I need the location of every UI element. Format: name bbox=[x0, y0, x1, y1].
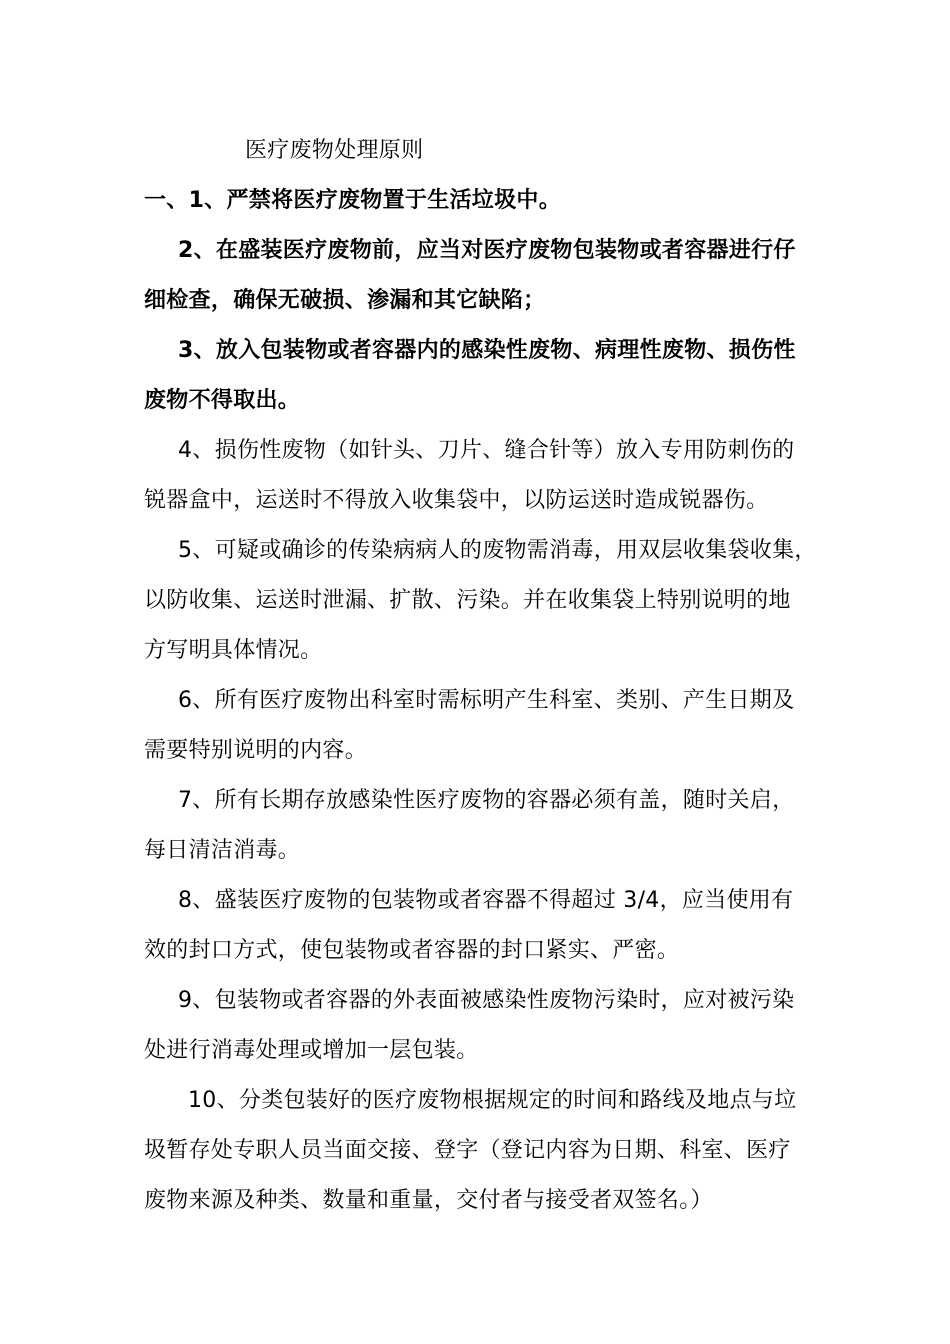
rule-2-line-1: 2、在盛装医疗废物前，应当对医疗废物包装物或者容器进行仔 bbox=[178, 238, 796, 263]
rule-5-line-1: 5、可疑或确诊的传染病病人的废物需消毒，用双层收集袋收集， bbox=[178, 538, 817, 563]
rule-4-line-2: 锐器盒中，运送时不得放入收集袋中，以防运送时造成锐器伤。 bbox=[144, 488, 769, 513]
rule-1-line-1: 一、1、严禁将医疗废物置于生活垃圾中。 bbox=[144, 188, 562, 213]
document-title: 医疗废物处理原则 bbox=[245, 138, 424, 163]
rule-6-line-1: 6、所有医疗废物出科室时需标明产生科室、类别、产生日期及 bbox=[178, 688, 795, 713]
rule-3-line-1: 3、放入包装物或者容器内的感染性废物、病理性废物、损伤性 bbox=[178, 338, 796, 363]
rule-5-line-3: 方写明具体情况。 bbox=[144, 638, 323, 663]
rule-3-line-2: 废物不得取出。 bbox=[144, 388, 301, 413]
rule-9-line-2: 处进行消毒处理或增加一层包装。 bbox=[144, 1038, 479, 1063]
rule-5-line-2: 以防收集、运送时泄漏、扩散、污染。并在收集袋上特别说明的地 bbox=[144, 588, 791, 613]
rule-10-line-2: 圾暂存处专职人员当面交接、登字（登记内容为日期、科室、医疗 bbox=[144, 1138, 791, 1163]
rule-8-line-2: 效的封口方式，使包装物或者容器的封口紧实、严密。 bbox=[144, 938, 680, 963]
rule-7-line-2: 每日清洁消毒。 bbox=[144, 838, 301, 863]
rule-10-line-3: 废物来源及种类、数量和重量，交付者与接受者双签名。） bbox=[144, 1188, 713, 1213]
rule-10-line-1: 10、分类包装好的医疗废物根据规定的时间和路线及地点与垃 bbox=[188, 1088, 797, 1113]
rule-4-line-1: 4、损伤性废物（如针头、刀片、缝合针等）放入专用防刺伤的 bbox=[178, 438, 795, 463]
rule-7-line-1: 7、所有长期存放感染性医疗废物的容器必须有盖，随时关启， bbox=[178, 788, 795, 813]
rule-8-line-1: 8、盛装医疗废物的包装物或者容器不得超过 3/4，应当使用有 bbox=[178, 888, 794, 913]
rule-2-line-2: 细检查，确保无破损、渗漏和其它缺陷； bbox=[144, 288, 546, 313]
rule-6-line-2: 需要特别说明的内容。 bbox=[144, 738, 368, 763]
rule-9-line-1: 9、包装物或者容器的外表面被感染性废物污染时，应对被污染 bbox=[178, 988, 795, 1013]
